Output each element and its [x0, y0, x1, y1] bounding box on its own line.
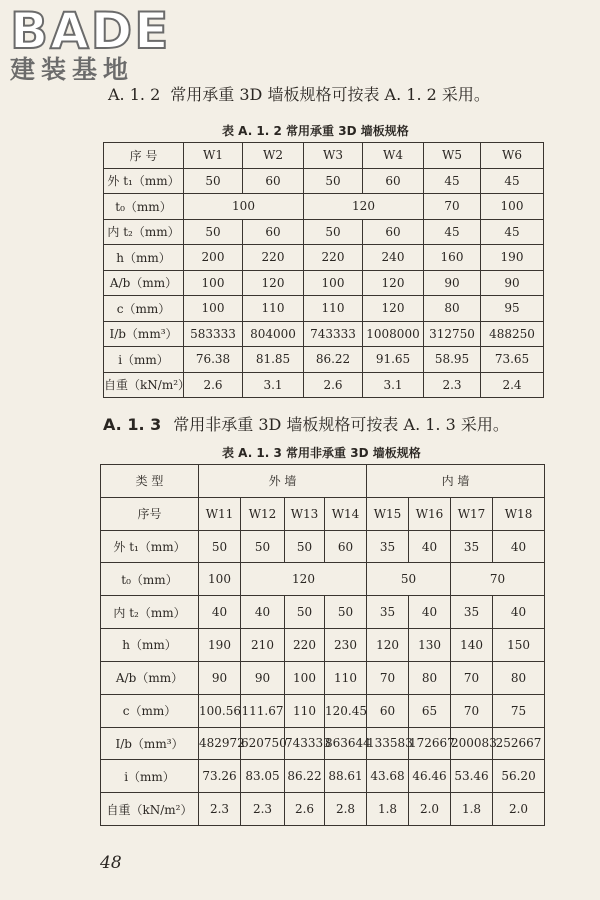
- table-cell: 1.8: [451, 793, 493, 826]
- table-cell: 70: [451, 694, 493, 727]
- table-cell: 482972: [199, 727, 241, 760]
- table-a13: [100, 464, 545, 826]
- table-cell: 1008000: [363, 321, 424, 347]
- table-cell: 743333: [304, 321, 363, 347]
- table-row: [104, 270, 544, 296]
- table-cell: 35: [367, 530, 409, 563]
- logo-brand: BADE: [10, 2, 171, 60]
- row-label: t₀（mm）: [104, 194, 184, 220]
- table-cell: 160: [424, 245, 481, 271]
- row-label: 自重（kN/m²）: [104, 372, 184, 398]
- table2-col-header: W14: [325, 497, 367, 530]
- table-cell: 2.6: [285, 793, 325, 826]
- row-label: 外 t₁（mm）: [104, 168, 184, 194]
- table-cell: 50: [285, 596, 325, 629]
- row-label: h（mm）: [101, 629, 199, 662]
- table-cell: 2.0: [493, 793, 545, 826]
- table-cell: 312750: [424, 321, 481, 347]
- table-cell: 43.68: [367, 760, 409, 793]
- row-label: i（mm）: [104, 347, 184, 373]
- table-cell: 2.3: [424, 372, 481, 398]
- table-cell: 190: [481, 245, 544, 271]
- table-cell: 91.65: [363, 347, 424, 373]
- table-cell: 70: [451, 563, 545, 596]
- table-row: [101, 629, 545, 662]
- table-cell: 240: [363, 245, 424, 271]
- table2-header-row: [101, 497, 545, 530]
- table-cell: 88.61: [325, 760, 367, 793]
- table-row: [101, 596, 545, 629]
- row-label: c（mm）: [104, 296, 184, 322]
- table-row: [101, 793, 545, 826]
- table2-col-header: W16: [409, 497, 451, 530]
- table-cell: 56.20: [493, 760, 545, 793]
- table-cell: 73.65: [481, 347, 544, 373]
- table-cell: 150: [493, 629, 545, 662]
- table-cell: 45: [481, 219, 544, 245]
- table-cell: 110: [304, 296, 363, 322]
- table-row: [104, 296, 544, 322]
- row-label: 内 t₂（mm）: [104, 219, 184, 245]
- table1-header-row: [104, 143, 544, 169]
- table2-col-header: W15: [367, 497, 409, 530]
- table-cell: 86.22: [285, 760, 325, 793]
- table-row: [101, 563, 545, 596]
- row-label: I/b（mm³）: [101, 727, 199, 760]
- table-cell: 45: [424, 168, 481, 194]
- table-cell: 100: [184, 270, 243, 296]
- table2-type-row: [101, 465, 545, 498]
- table-cell: 40: [493, 530, 545, 563]
- table-cell: 743333: [285, 727, 325, 760]
- table-cell: 60: [325, 530, 367, 563]
- table-cell: 60: [363, 219, 424, 245]
- table-cell: 50: [304, 168, 363, 194]
- table-cell: 45: [481, 168, 544, 194]
- table-cell: 100.56: [199, 694, 241, 727]
- table-cell: 50: [325, 596, 367, 629]
- table-cell: 133583: [367, 727, 409, 760]
- row-label: h（mm）: [104, 245, 184, 271]
- table-cell: 200083: [451, 727, 493, 760]
- table-cell: 50: [184, 219, 243, 245]
- table-row: [104, 321, 544, 347]
- table-cell: 200: [184, 245, 243, 271]
- section-a12-number: A. 1. 2: [108, 85, 161, 104]
- table-cell: 70: [367, 661, 409, 694]
- table-cell: 190: [199, 629, 241, 662]
- table-row: [104, 372, 544, 398]
- table-cell: 40: [409, 596, 451, 629]
- table-cell: 220: [304, 245, 363, 271]
- table-cell: 2.0: [409, 793, 451, 826]
- table-cell: 120: [241, 563, 367, 596]
- table2-col-header: W18: [493, 497, 545, 530]
- table-cell: 81.85: [243, 347, 304, 373]
- table-cell: 50: [241, 530, 285, 563]
- table-cell: 120: [363, 270, 424, 296]
- table-row: [104, 194, 544, 220]
- table1-col-header: W2: [243, 143, 304, 169]
- row-label: A/b（mm）: [104, 270, 184, 296]
- table-cell: 90: [481, 270, 544, 296]
- table-cell: 804000: [243, 321, 304, 347]
- table-cell: 60: [367, 694, 409, 727]
- table2-col-header: W11: [199, 497, 241, 530]
- table-cell: 110: [243, 296, 304, 322]
- table-row: [101, 694, 545, 727]
- table-cell: 120.45: [325, 694, 367, 727]
- table-cell: 230: [325, 629, 367, 662]
- table-cell: 1.8: [367, 793, 409, 826]
- table-cell: 60: [243, 219, 304, 245]
- table-cell: 488250: [481, 321, 544, 347]
- table-cell: 83.05: [241, 760, 285, 793]
- table-cell: 35: [367, 596, 409, 629]
- table-row: [104, 168, 544, 194]
- table-cell: 65: [409, 694, 451, 727]
- table-row: [104, 347, 544, 373]
- table-cell: 3.1: [243, 372, 304, 398]
- table-cell: 80: [424, 296, 481, 322]
- table-cell: 220: [243, 245, 304, 271]
- table-cell: 60: [363, 168, 424, 194]
- table-cell: 70: [451, 661, 493, 694]
- table-cell: 80: [493, 661, 545, 694]
- row-label: t₀（mm）: [101, 563, 199, 596]
- table2-group-inner: 内 墙: [367, 465, 545, 498]
- table-cell: 2.3: [199, 793, 241, 826]
- table-cell: 50: [285, 530, 325, 563]
- table-cell: 90: [424, 270, 481, 296]
- section-a13-paragraph: [103, 412, 509, 435]
- section-a13-number: A. 1. 3: [103, 415, 162, 434]
- table-row: [101, 661, 545, 694]
- table-cell: 80: [409, 661, 451, 694]
- table-row: [104, 219, 544, 245]
- table-cell: 100: [199, 563, 241, 596]
- table-cell: 60: [243, 168, 304, 194]
- table-cell: 40: [493, 596, 545, 629]
- table-cell: 35: [451, 530, 493, 563]
- row-label: i（mm）: [101, 760, 199, 793]
- logo-subtitle: 建装基地: [10, 55, 135, 84]
- table-cell: 863644: [325, 727, 367, 760]
- table-row: [101, 530, 545, 563]
- table-cell: 45: [424, 219, 481, 245]
- table-cell: 53.46: [451, 760, 493, 793]
- table-cell: 220: [285, 629, 325, 662]
- table1-col-header: W5: [424, 143, 481, 169]
- table-cell: 120: [367, 629, 409, 662]
- table-cell: 40: [241, 596, 285, 629]
- table-cell: 35: [451, 596, 493, 629]
- table-cell: 3.1: [363, 372, 424, 398]
- table-cell: 120: [243, 270, 304, 296]
- table-cell: 110: [285, 694, 325, 727]
- table-cell: 620750: [241, 727, 285, 760]
- table-cell: 2.6: [304, 372, 363, 398]
- table-row: [104, 245, 544, 271]
- table1-caption: 表 A. 1. 2 常用承重 3D 墙板规格: [222, 124, 409, 138]
- table-a12: [103, 142, 544, 398]
- table2-col-header: W17: [451, 497, 493, 530]
- section-a13-text: 常用非承重 3D 墙板规格可按表 A. 1. 3 采用。: [173, 415, 509, 434]
- table-cell: 120: [363, 296, 424, 322]
- table-cell: 50: [304, 219, 363, 245]
- table-cell: 50: [199, 530, 241, 563]
- table2-type-label: 类 型: [101, 465, 199, 498]
- row-label: A/b（mm）: [101, 661, 199, 694]
- section-a12-text: 常用承重 3D 墙板规格可按表 A. 1. 2 采用。: [170, 85, 490, 104]
- table-cell: 2.3: [241, 793, 285, 826]
- table-cell: 2.6: [184, 372, 243, 398]
- table1-col-header: W1: [184, 143, 243, 169]
- row-label: I/b（mm³）: [104, 321, 184, 347]
- table2-col-header: W13: [285, 497, 325, 530]
- section-a12-paragraph: [108, 82, 490, 105]
- table-cell: 70: [424, 194, 481, 220]
- table-cell: 100: [304, 270, 363, 296]
- table2-group-outer: 外 墙: [199, 465, 367, 498]
- table-cell: 100: [481, 194, 544, 220]
- table-cell: 583333: [184, 321, 243, 347]
- table-row: [101, 727, 545, 760]
- table2-header-label: 序号: [101, 497, 199, 530]
- table-cell: 140: [451, 629, 493, 662]
- table2-caption: 表 A. 1. 3 常用非承重 3D 墙板规格: [222, 446, 421, 460]
- table-cell: 40: [409, 530, 451, 563]
- table-cell: 2.4: [481, 372, 544, 398]
- table-cell: 75: [493, 694, 545, 727]
- row-label: 自重（kN/m²）: [101, 793, 199, 826]
- table2-col-header: W12: [241, 497, 285, 530]
- page-number: 48: [100, 853, 122, 873]
- table-cell: 76.38: [184, 347, 243, 373]
- table-cell: 46.46: [409, 760, 451, 793]
- table-cell: 120: [304, 194, 424, 220]
- table1-col-header: W6: [481, 143, 544, 169]
- table-cell: 100: [184, 296, 243, 322]
- row-label: 外 t₁（mm）: [101, 530, 199, 563]
- table-cell: 73.26: [199, 760, 241, 793]
- table-cell: 40: [199, 596, 241, 629]
- table-cell: 86.22: [304, 347, 363, 373]
- table1-col-header: W4: [363, 143, 424, 169]
- table-cell: 252667: [493, 727, 545, 760]
- table-cell: 100: [184, 194, 304, 220]
- table-cell: 58.95: [424, 347, 481, 373]
- table-cell: 50: [367, 563, 451, 596]
- table-cell: 2.8: [325, 793, 367, 826]
- logo: [10, 4, 170, 84]
- table-cell: 130: [409, 629, 451, 662]
- table-row: [101, 760, 545, 793]
- row-label: 内 t₂（mm）: [101, 596, 199, 629]
- table-cell: 111.67: [241, 694, 285, 727]
- row-label: c（mm）: [101, 694, 199, 727]
- table1-col-header: W3: [304, 143, 363, 169]
- table-cell: 90: [241, 661, 285, 694]
- table-cell: 90: [199, 661, 241, 694]
- table1-header-label: 序 号: [104, 143, 184, 169]
- table-cell: 50: [184, 168, 243, 194]
- table-cell: 110: [325, 661, 367, 694]
- table-cell: 95: [481, 296, 544, 322]
- table-cell: 210: [241, 629, 285, 662]
- table-cell: 172667: [409, 727, 451, 760]
- table-cell: 100: [285, 661, 325, 694]
